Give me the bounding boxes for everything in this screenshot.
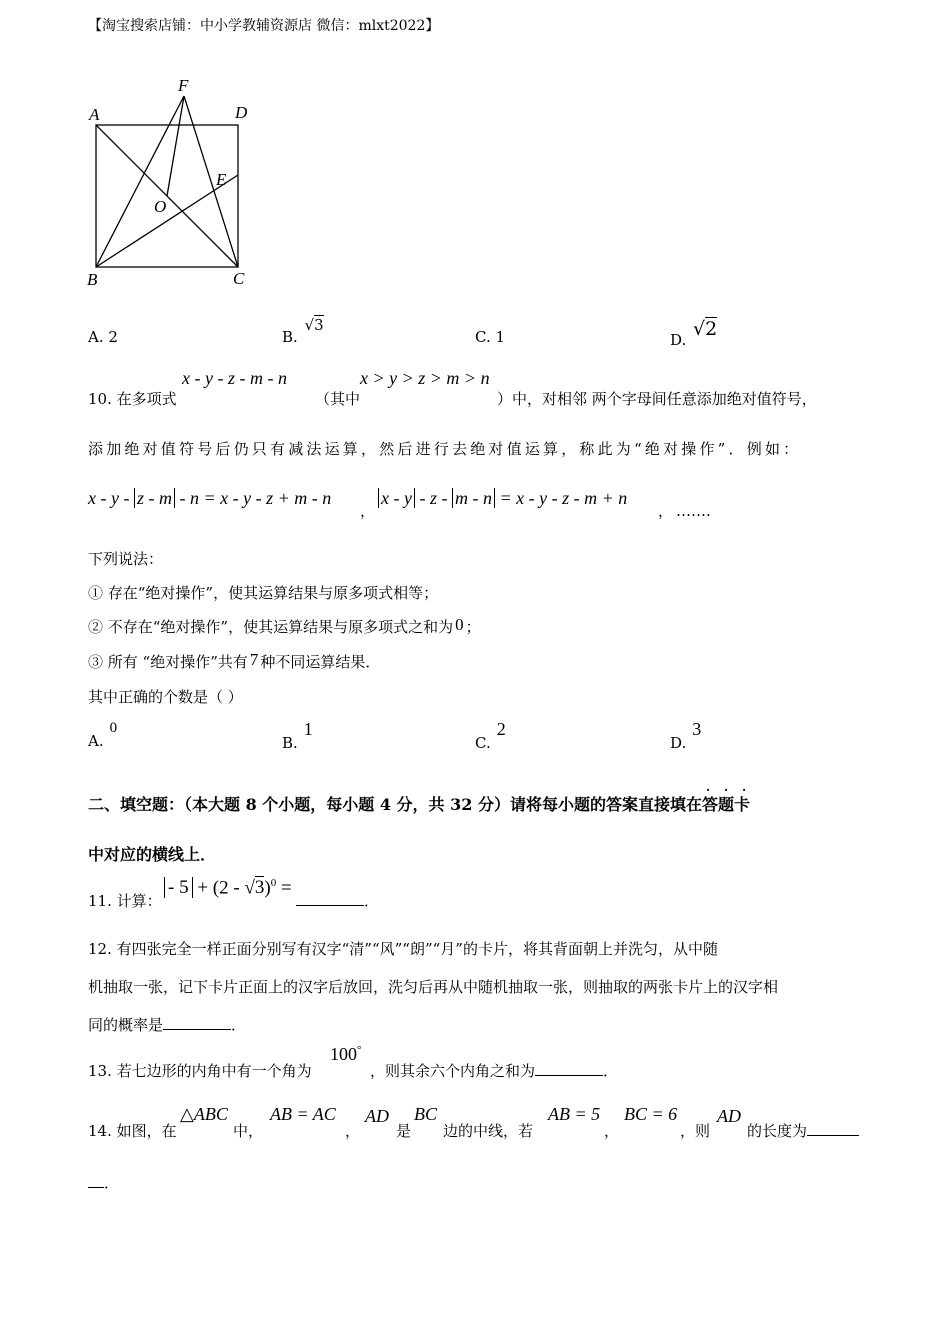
q10-statement-1: ① 存在“绝对操作”，使其运算结果与原多项式相等； xyxy=(88,584,439,602)
q14-ad-2: AD xyxy=(717,1106,741,1126)
q10-condition: x > y > z > m > n xyxy=(360,368,490,388)
q10-intro: 下列说法： xyxy=(88,550,164,568)
q10-option-b: B.1 xyxy=(282,719,313,752)
q10-qizhong: （其中 xyxy=(315,390,361,408)
label-b: B xyxy=(87,270,98,289)
q11-prefix: 11. 计算： xyxy=(88,892,162,910)
q13-angle: 100° xyxy=(330,1044,362,1064)
q14-comma-1: ， xyxy=(345,1122,361,1140)
q9-option-d: D. √2 xyxy=(670,318,718,349)
line-of xyxy=(167,96,184,196)
sqrt-expression: √2 xyxy=(693,318,718,340)
q10-prefix: 10. 在多项式 xyxy=(88,390,177,408)
label-f: F xyxy=(178,76,189,95)
q12-line3: 同的概率是 ． xyxy=(88,1016,247,1034)
q14-post: 的长度为 xyxy=(747,1120,859,1141)
q9-option-b: B. √3 xyxy=(282,316,324,346)
q10-option-d: D.3 xyxy=(670,719,702,752)
q11-expression: - 5 + (2 - √3)$^0$ = xyxy=(164,877,292,899)
label-d: D xyxy=(235,103,248,122)
q14-bc: BC xyxy=(414,1104,438,1124)
q10-line1-tail: ）中，对相邻 两个字母间任意添加绝对值符号， xyxy=(497,390,817,408)
q12-line2: 机抽取一张，记下卡片正面上的汉字后放回，洗匀后再从中随机抽取一张，则抽取的两张卡片上的汉字相 xyxy=(88,978,779,996)
q14-answer-blank-start[interactable] xyxy=(807,1123,859,1136)
q11-answer-blank[interactable]: ． xyxy=(296,890,379,911)
section2-heading: 二、填空题：（本大题 8 个小题，每小题 4 分，共 32 分）请将每小题的答案直接填在答题卡 · · · xyxy=(88,783,750,814)
q10-comma-2: ， xyxy=(658,502,674,520)
q10-line2: 添加绝对值符号后仍只有减法运算，然后进行去绝对值运算，称此为“绝对操作”．例如： xyxy=(88,440,802,458)
q10-ask: 其中正确的个数是（ ） xyxy=(88,688,243,706)
q13-post: ，则其余六个内角之和为 ． xyxy=(370,1062,619,1080)
q10-comma-1: ， xyxy=(360,502,376,520)
q12-line1: 12. 有四张完全一样正面分别写有汉字“清”“风”“朗”“月”的卡片，将其背面朝上并洗匀，从中随 xyxy=(88,940,718,958)
q14-prefix: 14. 如图，在 xyxy=(88,1122,177,1140)
q14-ad: AD xyxy=(365,1106,389,1126)
q13-prefix: 13. 若七边形的内角中有一个角为 xyxy=(88,1062,312,1080)
q14-comma-2: ， xyxy=(604,1122,620,1140)
label-a: A xyxy=(89,105,100,124)
q14-triangle: △ABC xyxy=(180,1104,228,1124)
label-e: E xyxy=(216,170,227,189)
header-watermark: 【淘宝搜索店铺：中小学教辅资源店 微信：mlxt2022】 xyxy=(88,18,440,34)
q10-polynomial: x - y - z - m - n xyxy=(182,368,287,388)
q10-example-1: x - y - z - m - n = x - y - z + m - n xyxy=(88,488,332,508)
q9-option-a: A. 2 xyxy=(88,328,118,346)
q10-option-a: A.0 xyxy=(88,720,118,750)
line-cf xyxy=(184,96,238,267)
q14-ab-eq-ac: AB = AC xyxy=(270,1104,336,1124)
q9-option-c: C. 1 xyxy=(475,328,506,346)
q10-statement-3: ③ 所有 “绝对操作”共有 7 种不同运算结果． xyxy=(88,650,381,671)
q14-shi: 是 xyxy=(396,1122,412,1140)
q10-statement-2: ② 不存在“绝对操作”，使其运算结果与原多项式之和为 0 ； xyxy=(88,615,481,636)
label-o: O xyxy=(154,197,167,216)
geometry-figure xyxy=(80,70,270,295)
q12-answer-blank[interactable] xyxy=(163,1017,231,1030)
q10-option-c: C.2 xyxy=(475,719,506,752)
q13-answer-blank[interactable] xyxy=(535,1063,603,1076)
q10-ellipsis: ……. xyxy=(676,502,711,520)
section2-heading-line2: 中对应的横线上． xyxy=(88,845,217,864)
sqrt-expression: √3 xyxy=(304,316,324,334)
q14-mid2: 边的中线，若 xyxy=(443,1122,534,1140)
q14-answer-blank-end[interactable]: ． xyxy=(88,1172,119,1193)
q14-ab-5: AB = 5 xyxy=(548,1104,601,1124)
line-bf xyxy=(96,96,184,267)
q14-bc-6: BC = 6 xyxy=(624,1104,678,1124)
q14-mid1: 中， xyxy=(233,1122,264,1140)
label-c: C xyxy=(233,269,245,288)
emphasis-answer-card: 答题卡 · · · xyxy=(701,783,750,814)
q10-example-2: x - y - z - m - n = x - y - z - m + n xyxy=(378,488,627,509)
q14-c3: ，则 xyxy=(680,1122,711,1140)
